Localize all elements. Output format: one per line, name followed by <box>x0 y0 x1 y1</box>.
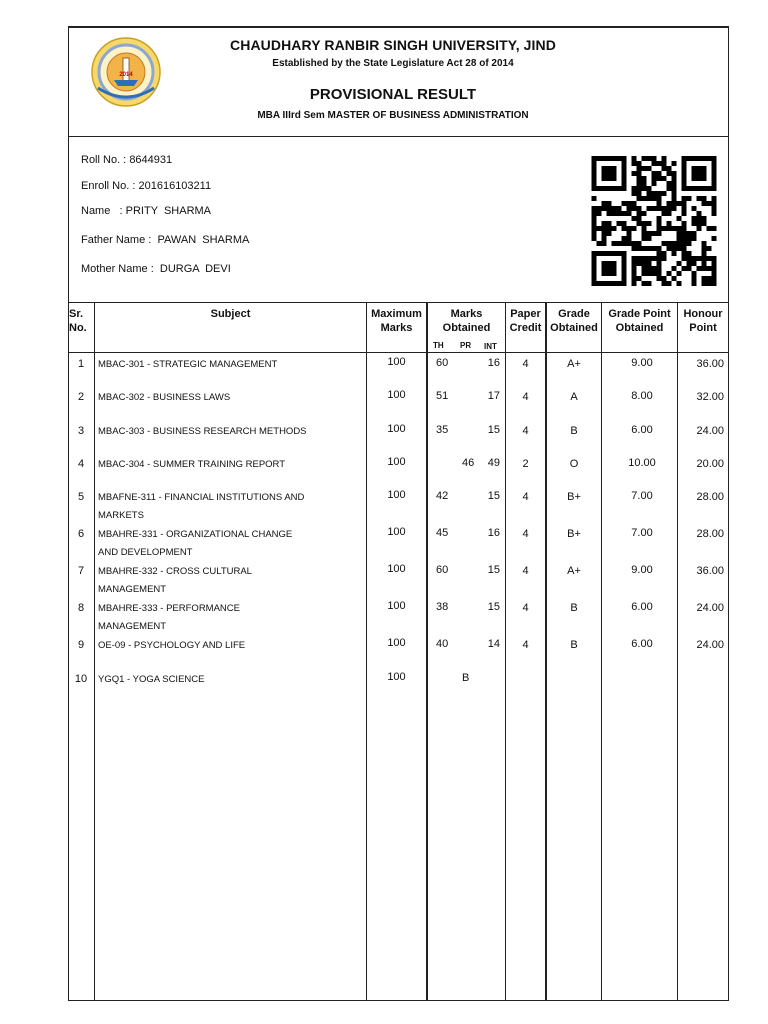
row-honour: 28.00 <box>696 491 724 503</box>
row-grade: B+ <box>567 491 581 503</box>
row-subject <box>98 600 358 636</box>
row-marks-th: 42 <box>436 490 449 502</box>
row-subject-line: MBAHRE-331 - ORGANIZATIONAL CHANGE <box>98 529 293 540</box>
row-subject-line: MANAGEMENT <box>98 621 167 632</box>
father-label: Father Name : <box>81 234 152 246</box>
col-header-honour: Honour Point <box>683 308 723 334</box>
row-subject <box>98 456 358 474</box>
course-name: MBA IIIrd Sem MASTER OF BUSINESS ADMINISTRATION <box>257 110 529 121</box>
col-divider <box>545 302 547 1001</box>
row-max-marks: 100 <box>387 456 406 468</box>
row-subject-line: AND DEVELOPMENT <box>98 547 193 558</box>
row-honour: 24.00 <box>696 639 724 651</box>
col-divider <box>94 302 95 1001</box>
row-grade-point: 6.00 <box>631 601 653 613</box>
row-subject <box>98 526 358 562</box>
header-divider <box>68 136 729 137</box>
row-subject-line: YGQ1 - YOGA SCIENCE <box>98 674 205 685</box>
col-header-sr: Sr. No. <box>69 308 87 334</box>
row-subject <box>98 389 358 407</box>
row-max-marks: 100 <box>387 563 406 575</box>
col-divider <box>426 302 428 1001</box>
logo-year: 2014 <box>119 72 133 78</box>
row-honour: 36.00 <box>696 358 724 370</box>
col-divider <box>601 302 602 1001</box>
row-credit: 4 <box>522 602 529 614</box>
row-grade: A+ <box>567 358 581 370</box>
row-honour: 36.00 <box>696 565 724 577</box>
row-marks-int: 15 <box>487 490 500 502</box>
col-divider <box>366 302 367 1001</box>
mother-label: Mother Name : <box>81 263 154 275</box>
top-border <box>68 26 729 28</box>
enroll-value: 201616103211 <box>138 180 212 192</box>
row-honour: 28.00 <box>696 528 724 540</box>
row-max-marks: 100 <box>387 671 406 683</box>
row-grade-point: 6.00 <box>631 424 653 436</box>
table-header-rule <box>68 352 729 353</box>
university-name: CHAUDHARY RANBIR SINGH UNIVERSITY, JIND <box>230 37 556 53</box>
row-marks-th: 60 <box>436 564 449 576</box>
row-credit: 4 <box>522 425 529 437</box>
mother-value: DURGA DEVI <box>159 263 231 275</box>
row-subject-line: OE-09 - PSYCHOLOGY AND LIFE <box>98 640 246 651</box>
qr-code-icon <box>591 156 717 286</box>
row-marks-int: 17 <box>487 390 500 402</box>
row-grade: B <box>570 639 578 651</box>
col-header-credit: Paper Credit <box>509 308 542 334</box>
row-sr: 8 <box>77 602 85 614</box>
row-marks-int: 15 <box>487 601 500 613</box>
row-honour: 24.00 <box>696 425 724 437</box>
row-honour: 20.00 <box>696 458 724 470</box>
row-max-marks: 100 <box>387 356 406 368</box>
page-title: PROVISIONAL RESULT <box>309 86 477 103</box>
row-subject-line: MANAGEMENT <box>98 584 167 595</box>
row-grade: A <box>570 391 578 403</box>
enroll-label: Enroll No. : <box>81 180 136 192</box>
student-name <box>81 205 211 217</box>
row-max-marks: 100 <box>387 600 406 612</box>
row-sr: 4 <box>77 458 85 470</box>
row-grade: A+ <box>567 565 581 577</box>
row-grade-point: 10.00 <box>628 457 656 469</box>
name-label: Name : <box>81 205 123 217</box>
row-max-marks: 100 <box>387 489 406 501</box>
row-marks-th: 35 <box>436 424 449 436</box>
father-name <box>81 234 249 246</box>
col-header-int: INT <box>484 342 497 351</box>
row-subject <box>98 489 358 525</box>
row-marks-pr: B <box>462 672 470 684</box>
row-marks-th: 45 <box>436 527 449 539</box>
row-grade-point: 8.00 <box>631 390 653 402</box>
row-subject <box>98 356 358 374</box>
row-sr: 9 <box>77 639 85 651</box>
row-credit: 4 <box>522 358 529 370</box>
row-max-marks: 100 <box>387 637 406 649</box>
row-credit: 2 <box>522 458 529 470</box>
roll-label: Roll No. : <box>81 154 127 166</box>
row-marks-int: 15 <box>487 564 500 576</box>
row-max-marks: 100 <box>387 423 406 435</box>
row-marks-int: 14 <box>487 638 500 650</box>
row-marks-th: 40 <box>436 638 449 650</box>
row-marks-th: 38 <box>436 601 449 613</box>
col-header-grade: Grade Obtained <box>550 308 598 334</box>
established-note: Established by the State Legislature Act 28 of 2014 <box>272 58 514 69</box>
row-grade: B <box>570 425 578 437</box>
row-subject-line: MBAHRE-333 - PERFORMANCE <box>98 603 240 614</box>
row-sr: 7 <box>77 565 85 577</box>
row-subject <box>98 563 358 599</box>
row-subject <box>98 637 358 655</box>
row-grade: B+ <box>567 528 581 540</box>
col-header-max: Maximum Marks <box>371 308 422 334</box>
col-header-th: TH <box>433 341 444 350</box>
row-subject-line: MBAC-304 - SUMMER TRAINING REPORT <box>98 459 286 470</box>
row-marks-th: 60 <box>436 357 449 369</box>
row-marks-int: 16 <box>487 357 500 369</box>
row-grade-point: 7.00 <box>631 527 653 539</box>
col-header-grade-point: Grade Point Obtained <box>608 308 671 334</box>
row-sr: 6 <box>77 528 85 540</box>
father-value: PAWAN SHARMA <box>157 234 250 246</box>
col-divider <box>505 302 506 1001</box>
col-header-pr: PR <box>460 341 472 350</box>
row-sr: 1 <box>77 358 85 370</box>
row-credit: 4 <box>522 491 529 503</box>
row-marks-pr: 46 <box>462 457 475 469</box>
row-marks-int: 15 <box>487 424 500 436</box>
row-sr: 5 <box>77 491 85 503</box>
col-header-subject: Subject <box>210 308 251 320</box>
row-marks-int: 16 <box>487 527 500 539</box>
row-subject-line: MBAC-303 - BUSINESS RESEARCH METHODS <box>98 426 307 437</box>
row-grade-point: 9.00 <box>631 564 653 576</box>
row-max-marks: 100 <box>387 389 406 401</box>
row-max-marks: 100 <box>387 526 406 538</box>
row-sr: 2 <box>77 391 85 403</box>
row-subject-line: MBAFNE-311 - FINANCIAL INSTITUTIONS AND <box>98 492 305 503</box>
row-credit: 4 <box>522 639 529 651</box>
row-grade-point: 6.00 <box>631 638 653 650</box>
col-header-marks: Marks Obtained <box>442 308 491 334</box>
row-credit: 4 <box>522 565 529 577</box>
name-value: PRITY SHARMA <box>125 205 212 217</box>
row-subject-line: MBAC-302 - BUSINESS LAWS <box>98 392 231 403</box>
enroll-number <box>81 180 211 192</box>
row-credit: 4 <box>522 391 529 403</box>
row-subject-line: MBAC-301 - STRATEGIC MANAGEMENT <box>98 359 278 370</box>
row-marks-int: 49 <box>487 457 500 469</box>
row-subject-line: MARKETS <box>98 510 144 521</box>
row-grade-point: 7.00 <box>631 490 653 502</box>
roll-number <box>81 154 172 166</box>
col-divider <box>677 302 678 1001</box>
row-sr: 3 <box>77 425 85 437</box>
row-grade: O <box>569 458 579 470</box>
row-subject <box>98 671 358 689</box>
row-honour: 24.00 <box>696 602 724 614</box>
row-grade-point: 9.00 <box>631 357 653 369</box>
row-grade: B <box>570 602 578 614</box>
roll-value: 8644931 <box>129 154 173 166</box>
table-top-rule <box>68 302 729 303</box>
mother-name <box>81 263 231 275</box>
row-marks-th: 51 <box>436 390 449 402</box>
row-subject <box>98 423 358 441</box>
university-logo-icon <box>90 36 162 108</box>
row-honour: 32.00 <box>696 391 724 403</box>
row-subject-line: MBAHRE-332 - CROSS CULTURAL <box>98 566 252 577</box>
row-sr: 10 <box>74 673 88 685</box>
row-credit: 4 <box>522 528 529 540</box>
